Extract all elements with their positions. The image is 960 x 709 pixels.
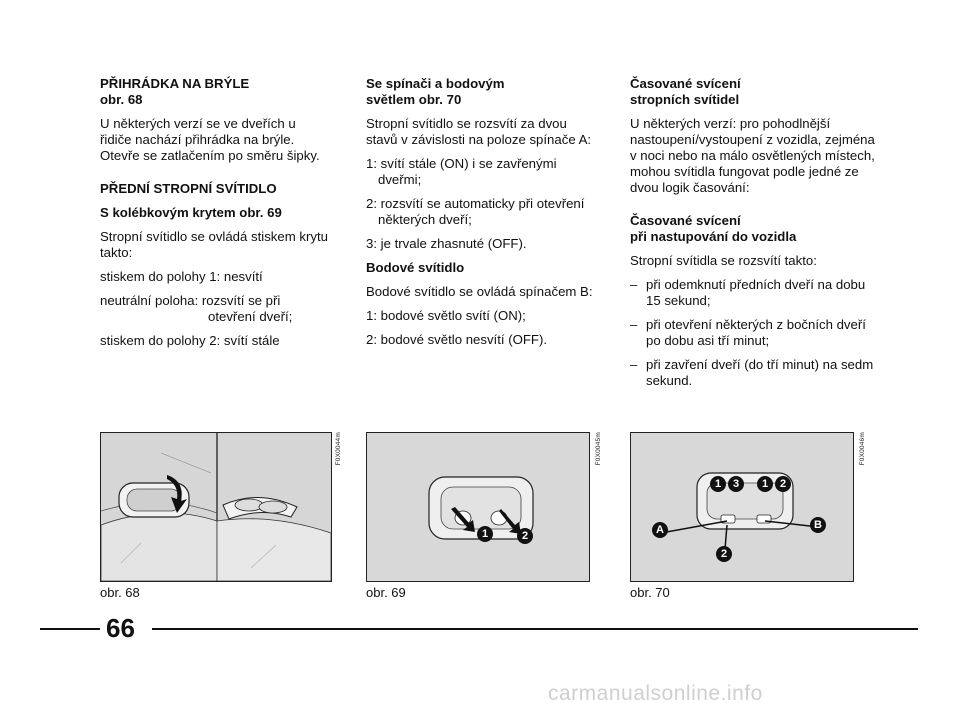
heading-switches-spotlight-fig: světlem obr. 70 [366, 92, 462, 107]
bullet-dash: – [630, 357, 638, 372]
callout-1: 1 [477, 526, 493, 542]
figure-70-code: F0X0046m [859, 432, 866, 466]
callout-3: 3 [728, 476, 744, 492]
footer-rule-left [40, 628, 100, 630]
figure-68-caption: obr. 68 [100, 585, 140, 600]
bullet-text-3: při zavření dveří (do tří minut) na sedm sekund. [646, 357, 874, 388]
rocker-light-illustration [367, 433, 589, 581]
callout-a: A [652, 522, 668, 538]
column-right [630, 76, 880, 397]
heading-timed-entry-line2: při nastupování do vozidla [630, 229, 797, 244]
switch-b-item-2: 2: bodové světlo nesvítí (OFF). [366, 332, 548, 347]
heading-timed-entry: Časované svícení [630, 213, 741, 228]
bullet-text-2: při otevření některých z bočních dveří po dobu asi tří minut; [646, 317, 866, 348]
page-number: 66 [106, 613, 135, 643]
heading-switches-spotlight: Se spínači a bodovým [366, 76, 505, 91]
column-middle [366, 76, 601, 356]
switch-a-item-2: 2: rozsvítí se automaticky při otevření některých dveří; [366, 196, 585, 227]
figure-69-rocker-light [366, 432, 590, 582]
figure-68-code: F0X0044m [335, 432, 342, 466]
figure-70-caption: obr. 70 [630, 585, 670, 600]
switch-a-item-3: 3: je trvale zhasnuté (OFF). [366, 236, 527, 251]
bullet-item-2 [630, 317, 880, 349]
paragraph-timed-lighting: U některých verzí: pro pohodlnější nastoupení/vystoupení z vozidla, zejména v noci nebo na málo osvětlených místech, mohou svítidla fungovat podle jedné ze dvou logik časování: [630, 116, 875, 195]
watermark: carmanualsonline.info [548, 682, 763, 705]
heading-timed-lighting-line2: stropních svítidel [630, 92, 740, 107]
heading-front-ceiling-light: PŘEDNÍ STROPNÍ SVÍTIDLO [100, 181, 277, 196]
figure-68-glasses-holder [100, 432, 332, 582]
figure-70-switch-light [630, 432, 854, 582]
heading-spotlight: Bodové svítidlo [366, 260, 465, 275]
switch-a-item-1: 1: svítí stále (ON) i se zavřenými dveřmi; [366, 156, 557, 187]
neutral-position-line2: otevření dveří; [208, 309, 293, 324]
callout-2: 2 [517, 528, 533, 544]
callout-1: 1 [710, 476, 726, 492]
bullet-item-1 [630, 277, 880, 309]
subheading-rocker-cover: S kolébkovým krytem obr. 69 [100, 205, 282, 220]
paragraph-glasses-holder: U některých verzí se ve dveřích u řidiče nachází přihrádka na brýle. Otevře se zatlačením po směru šipky. [100, 116, 320, 163]
position-2-text: stiskem do polohy 2: svítí stále [100, 333, 280, 348]
heading-timed-lighting: Časované svícení [630, 76, 741, 91]
paragraph-timed-entry: Stropní svítidla se rozsvítí takto: [630, 253, 817, 268]
bullet-text-1: při odemknutí předních dveří na dobu 15 sekund; [646, 277, 866, 308]
heading-glasses-holder: PŘIHRÁDKA NA BRÝLE [100, 76, 250, 91]
footer-rule-right [152, 628, 918, 630]
neutral-position-text [100, 293, 330, 325]
bullet-dash: – [630, 277, 638, 292]
figure-69-caption: obr. 69 [366, 585, 406, 600]
callout-2: 2 [775, 476, 791, 492]
figure-69-code: F0X0045m [595, 432, 602, 466]
callout-b: B [810, 517, 826, 533]
bullet-item-3 [630, 357, 880, 389]
paragraph-switch-a: Stropní svítidlo se rozsvítí za dvou stavů v závislosti na poloze spínače A: [366, 116, 592, 147]
switch-light-illustration [631, 433, 853, 581]
callout-2: 2 [716, 546, 732, 562]
position-1-text: stiskem do polohy 1: nesvítí [100, 269, 263, 284]
switch-b-item-1: 1: bodové světlo svítí (ON); [366, 308, 526, 323]
bullet-dash: – [630, 317, 638, 332]
paragraph-light-control: Stropní svítidlo se ovládá stiskem krytu takto: [100, 229, 328, 260]
neutral-position-line1: neutrální poloha: rozsvítí se při [100, 293, 281, 308]
paragraph-switch-b: Bodové svítidlo se ovládá spínačem B: [366, 284, 593, 299]
heading-glasses-holder-fig: obr. 68 [100, 92, 143, 107]
callout-1: 1 [757, 476, 773, 492]
glasses-holder-illustration [101, 433, 331, 581]
column-left [100, 76, 330, 357]
